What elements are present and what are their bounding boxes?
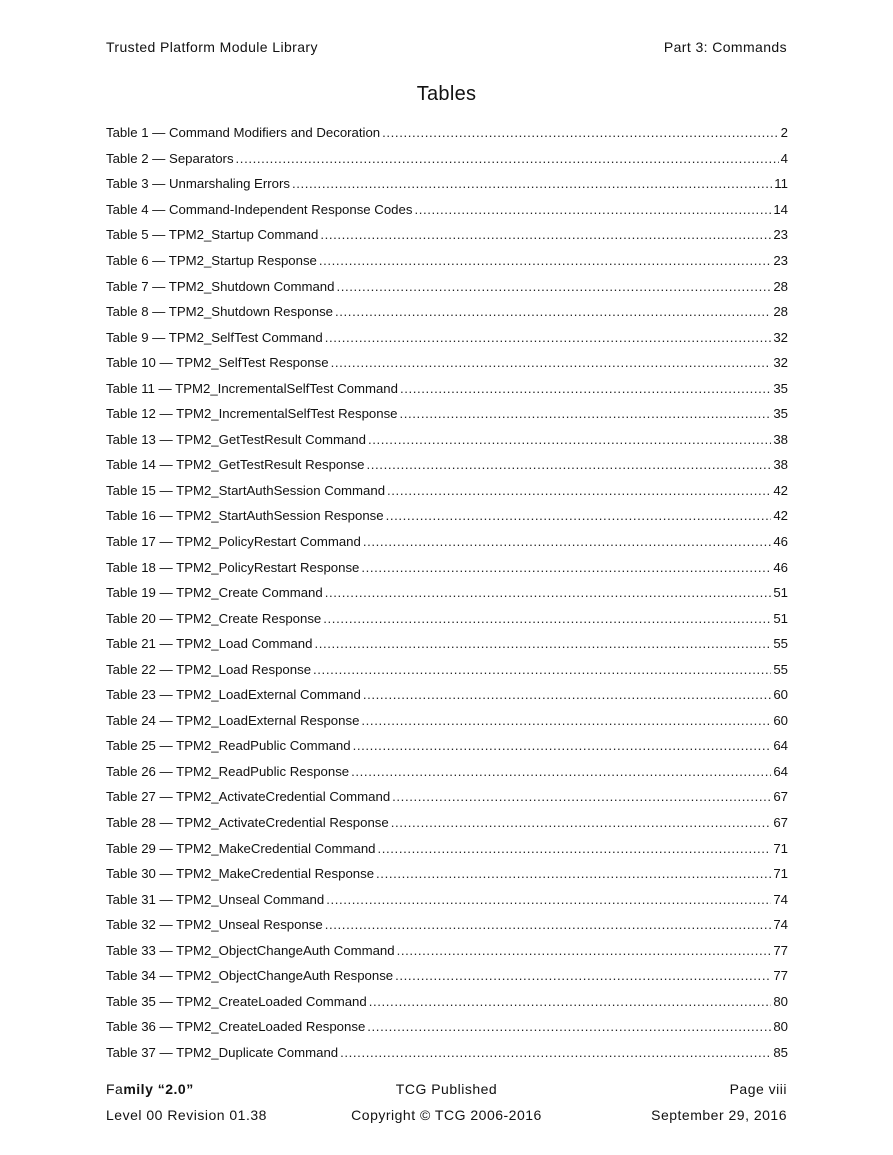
toc-entry-label[interactable]: Table 19 — TPM2_Create Command (106, 585, 323, 601)
toc-entry[interactable] (106, 529, 788, 555)
toc-entry-page-number[interactable]: 67 (773, 789, 788, 805)
footer-row-1 (106, 1081, 787, 1099)
toc-entry-label[interactable]: Table 9 — TPM2_SelfTest Command (106, 329, 323, 345)
toc-entry-label[interactable]: Table 13 — TPM2_GetTestResult Command (106, 431, 366, 447)
toc-dot-leader (340, 1045, 771, 1060)
toc-dot-leader (325, 585, 772, 600)
header-document-title: Trusted Platform Module Library (106, 39, 318, 55)
toc-entry-page-number[interactable]: 64 (773, 763, 788, 779)
toc-entry[interactable] (106, 784, 788, 810)
toc-entry[interactable] (106, 427, 788, 453)
table-of-contents (106, 120, 788, 1065)
toc-entry-page-number[interactable]: 46 (773, 559, 788, 575)
toc-dot-leader (376, 866, 771, 881)
toc-entry[interactable] (106, 886, 788, 912)
toc-entry-page-number[interactable]: 38 (773, 431, 788, 447)
toc-dot-leader (361, 560, 771, 575)
toc-entry-page-number[interactable]: 71 (773, 840, 788, 856)
toc-entry[interactable] (106, 912, 788, 938)
toc-entry-label[interactable]: Table 25 — TPM2_ReadPublic Command (106, 738, 351, 754)
toc-entry-label[interactable]: Table 8 — TPM2_Shutdown Response (106, 304, 334, 320)
toc-entry[interactable] (106, 631, 788, 657)
toc-dot-leader (391, 815, 772, 830)
toc-entry[interactable] (106, 810, 788, 836)
toc-entry-label[interactable]: Table 12 — TPM2_IncrementalSelfTest Response (106, 406, 398, 422)
toc-dot-leader (387, 483, 771, 498)
toc-dot-leader (378, 841, 772, 856)
toc-entry-label[interactable]: Table 4 — Command-Independent Response Codes (106, 201, 413, 217)
toc-entry-page-number[interactable]: 46 (773, 534, 788, 550)
toc-entry-page-number[interactable]: 55 (773, 661, 788, 677)
toc-dot-leader (367, 457, 772, 472)
toc-entry-page-number[interactable]: 67 (773, 815, 788, 831)
toc-dot-leader (314, 636, 771, 651)
toc-dot-leader (353, 738, 772, 753)
footer-copyright: Copyright © TCG 2006-2016 (351, 1107, 542, 1123)
toc-entry-page-number[interactable]: 55 (773, 636, 788, 652)
toc-entry[interactable] (106, 197, 788, 223)
toc-entry-label[interactable]: Table 3 — Unmarshaling Errors (106, 176, 290, 192)
toc-entry[interactable] (106, 580, 788, 606)
toc-entry-page-number[interactable]: 4 (780, 150, 788, 166)
toc-entry[interactable] (106, 1040, 788, 1066)
toc-entry-page-number[interactable]: 35 (773, 406, 788, 422)
toc-entry[interactable] (106, 146, 788, 172)
toc-entry[interactable] (106, 401, 788, 427)
toc-entry-page-number[interactable]: 74 (773, 917, 788, 933)
toc-entry-label[interactable]: Table 33 — TPM2_ObjectChangeAuth Command (106, 942, 395, 958)
toc-entry[interactable] (106, 759, 788, 785)
toc-entry-page-number[interactable]: 32 (773, 329, 788, 345)
toc-entry[interactable] (106, 605, 788, 631)
toc-entry-page-number[interactable]: 14 (773, 201, 788, 217)
toc-entry-label[interactable]: Table 5 — TPM2_Startup Command (106, 227, 319, 243)
toc-entry-page-number[interactable]: 23 (773, 253, 788, 268)
toc-dot-leader (400, 406, 772, 421)
toc-dot-leader (392, 789, 771, 804)
toc-dot-leader (323, 611, 771, 626)
toc-entry-label[interactable]: Table 24 — TPM2_LoadExternal Response (106, 712, 360, 728)
toc-entry-label[interactable]: Table 7 — TPM2_Shutdown Command (106, 278, 335, 294)
toc-entry-label[interactable]: Table 30 — TPM2_MakeCredential Response (106, 866, 375, 882)
toc-dot-leader (395, 968, 771, 983)
toc-entry[interactable] (106, 350, 788, 376)
toc-entry-page-number[interactable]: 77 (773, 968, 788, 984)
toc-entry-page-number[interactable]: 11 (774, 176, 788, 192)
toc-entry[interactable] (106, 120, 788, 146)
toc-entry-page-number[interactable]: 77 (773, 942, 788, 958)
toc-entry[interactable] (106, 861, 788, 887)
footer-revision: Level 00 Revision 01.38 (106, 1107, 267, 1123)
toc-entry-label[interactable]: Table 14 — TPM2_GetTestResult Response (106, 457, 365, 473)
toc-entry-label[interactable]: Table 18 — TPM2_PolicyRestart Response (106, 559, 360, 575)
toc-dot-leader (331, 355, 772, 370)
toc-entry[interactable] (106, 171, 788, 197)
toc-entry[interactable] (106, 273, 788, 299)
toc-entry-label[interactable]: Table 6 — TPM2_Startup Response (106, 253, 317, 268)
toc-entry[interactable] (106, 835, 788, 861)
toc-entry[interactable] (106, 733, 788, 759)
toc-entry-page-number[interactable]: 80 (773, 1019, 788, 1035)
toc-entry-page-number[interactable]: 28 (773, 278, 788, 294)
toc-entry[interactable] (106, 375, 788, 401)
toc-entry-label[interactable]: Table 21 — TPM2_Load Command (106, 636, 313, 652)
toc-entry-label[interactable]: Table 20 — TPM2_Create Response (106, 610, 322, 626)
toc-entry-page-number[interactable]: 42 (773, 508, 788, 524)
toc-entry-page-number[interactable]: 64 (773, 738, 788, 754)
toc-dot-leader (363, 687, 771, 702)
toc-entry-page-number[interactable]: 51 (773, 610, 788, 626)
toc-dot-leader (326, 892, 771, 907)
toc-entry-page-number[interactable]: 42 (773, 482, 788, 498)
toc-entry-label[interactable]: Table 16 — TPM2_StartAuthSession Response (106, 508, 384, 524)
toc-entry[interactable] (106, 1014, 788, 1040)
toc-dot-leader (292, 176, 772, 191)
toc-dot-leader (335, 304, 771, 319)
toc-entry[interactable] (106, 554, 788, 580)
toc-dot-leader (313, 662, 771, 677)
toc-entry-label[interactable]: Table 11 — TPM2_IncrementalSelfTest Command (106, 380, 398, 396)
toc-dot-leader (236, 151, 779, 166)
toc-entry-page-number[interactable]: 60 (773, 687, 788, 703)
toc-entry-page-number[interactable]: 74 (773, 891, 788, 907)
footer-status: TCG Published (395, 1081, 498, 1097)
toc-dot-leader (319, 253, 771, 268)
toc-dot-leader (400, 381, 771, 396)
toc-dot-leader (414, 202, 771, 217)
toc-entry[interactable] (106, 452, 788, 478)
toc-entry-label[interactable]: Table 2 — Separators (106, 150, 234, 166)
toc-entry-page-number[interactable]: 80 (773, 993, 788, 1009)
toc-entry-label[interactable]: Table 22 — TPM2_Load Response (106, 661, 312, 677)
footer-row-2 (106, 1107, 787, 1125)
toc-entry-page-number[interactable]: 71 (773, 866, 788, 882)
toc-entry[interactable] (106, 503, 788, 529)
footer-date: September 29, 2016 (651, 1107, 787, 1123)
toc-dot-leader (397, 943, 772, 958)
toc-dot-leader (336, 279, 771, 294)
toc-entry[interactable] (106, 656, 788, 682)
toc-entry[interactable] (106, 938, 788, 964)
toc-entry-label[interactable]: Table 35 — TPM2_CreateLoaded Command (106, 993, 367, 1009)
toc-dot-leader (368, 432, 771, 447)
footer-family-bold: mily “2.0” (123, 1081, 194, 1097)
toc-entry-label[interactable]: Table 31 — TPM2_Unseal Command (106, 891, 325, 907)
toc-dot-leader (320, 227, 771, 242)
toc-dot-leader (386, 508, 772, 523)
toc-entry[interactable] (106, 708, 788, 734)
toc-entry-page-number[interactable]: 32 (773, 355, 788, 371)
toc-dot-leader (325, 330, 772, 345)
page-title: Tables (416, 83, 477, 105)
toc-entry-label[interactable]: Table 29 — TPM2_MakeCredential Command (106, 840, 376, 856)
toc-entry-label[interactable]: Table 27 — TPM2_ActivateCredential Command (106, 789, 391, 805)
page-header (106, 39, 787, 57)
toc-entry[interactable] (106, 299, 788, 325)
header-part-title: Part 3: Commands (663, 39, 787, 55)
toc-entry[interactable] (106, 248, 788, 274)
toc-entry-label[interactable]: Table 15 — TPM2_StartAuthSession Command (106, 482, 386, 498)
toc-entry-label[interactable]: Table 1 — Command Modifiers and Decoration (106, 125, 381, 141)
toc-dot-leader (382, 125, 779, 140)
toc-entry-page-number[interactable]: 60 (773, 712, 788, 728)
toc-entry-label[interactable]: Table 32 — TPM2_Unseal Response (106, 917, 323, 933)
toc-entry[interactable] (106, 963, 788, 989)
toc-dot-leader (367, 1019, 771, 1034)
footer-family-prefix: Fa (106, 1081, 124, 1097)
toc-dot-leader (363, 534, 772, 549)
toc-entry-page-number[interactable]: 38 (773, 457, 788, 473)
toc-entry-page-number[interactable]: 51 (773, 585, 788, 601)
toc-entry[interactable] (106, 682, 788, 708)
toc-entry-label[interactable]: Table 10 — TPM2_SelfTest Response (106, 355, 329, 371)
footer-page-number: Page viii (729, 1081, 787, 1097)
toc-entry-label[interactable]: Table 34 — TPM2_ObjectChangeAuth Response (106, 968, 394, 984)
toc-entry-page-number[interactable]: 2 (780, 125, 788, 141)
toc-entry-page-number[interactable]: 23 (773, 227, 788, 243)
toc-dot-leader (361, 713, 771, 728)
toc-dot-leader (325, 917, 772, 932)
toc-entry[interactable] (106, 324, 788, 350)
toc-entry-page-number[interactable]: 85 (773, 1044, 788, 1060)
toc-entry[interactable] (106, 989, 788, 1015)
toc-dot-leader (351, 764, 771, 779)
toc-entry-page-number[interactable]: 28 (773, 304, 788, 320)
toc-entry-label[interactable]: Table 28 — TPM2_ActivateCredential Response (106, 815, 389, 831)
toc-entry-label[interactable]: Table 23 — TPM2_LoadExternal Command (106, 687, 361, 703)
toc-entry-label[interactable]: Table 36 — TPM2_CreateLoaded Response (106, 1019, 366, 1035)
toc-entry[interactable] (106, 222, 788, 248)
toc-entry-label[interactable]: Table 26 — TPM2_ReadPublic Response (106, 763, 350, 779)
toc-entry-page-number[interactable]: 35 (773, 380, 788, 396)
toc-dot-leader (369, 994, 772, 1009)
toc-entry-label[interactable]: Table 17 — TPM2_PolicyRestart Command (106, 534, 361, 550)
toc-entry-label[interactable]: Table 37 — TPM2_Duplicate Command (106, 1044, 339, 1060)
toc-entry[interactable] (106, 478, 788, 504)
